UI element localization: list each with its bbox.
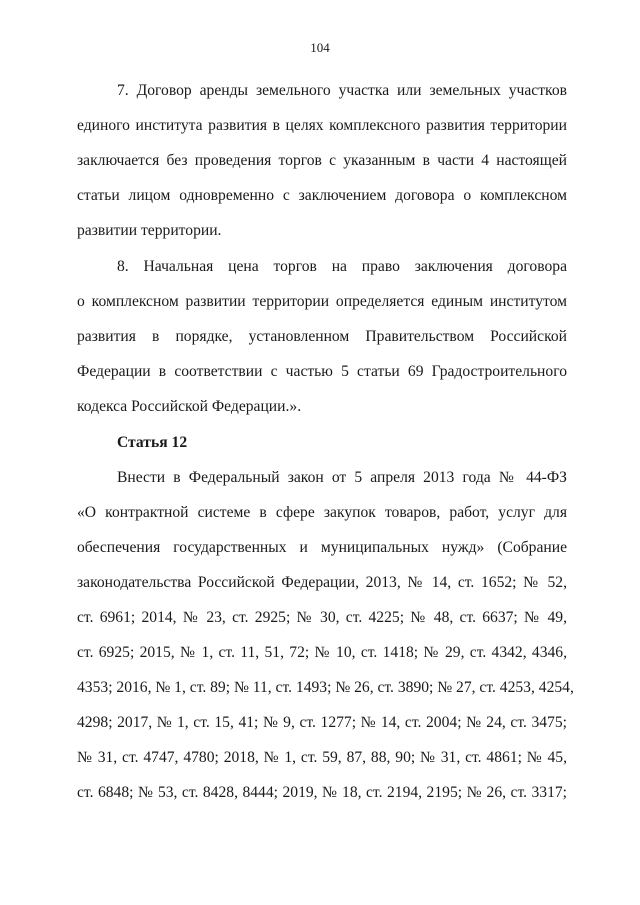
article-line-10: ст. 6848; № 53, ст. 8428, 8444; 2019, № 18, ст. 2194, 2195; № 26, ст. 3317; [77,784,567,801]
article-line-9: № 31, ст. 4747, 4780; 2018, № 1, ст. 59, 87, 88, 90; № 31, ст. 4861; № 45, [77,749,567,766]
article-line-5: ст. 6961; 2014, № 23, ст. 2925; № 30, ст. 4225; № 48, ст. 6637; № 49, [77,609,567,626]
para8-line-2: о комплексном развитии территории определяется единым институтом [77,293,567,310]
article-line-4: законодательства Российской Федерации, 2013, № 14, ст. 1652; № 52, [77,574,567,591]
para7-line-4: статьи лицом одновременно с заключением договора о комплексном [77,187,567,204]
article-line-3: обеспечения государственных и муниципальных нужд» (Собрание [77,539,567,556]
para7-line-1: 7. Договор аренды земельного участка или земельных участков [117,82,567,99]
article-line-6: ст. 6925; 2015, № 1, ст. 11, 51, 72; № 10, ст. 1418; № 29, ст. 4342, 4346, [77,644,567,661]
para8-line-5: кодекса Российской Федерации.». [77,398,302,415]
para7-line-5: развитии территории. [77,222,222,239]
article-line-1: Внести в Федеральный закон от 5 апреля 2013 года № 44-ФЗ [117,469,567,486]
article-line-8: 4298; 2017, № 1, ст. 15, 41; № 9, ст. 1277; № 14, ст. 2004; № 24, ст. 3475; [77,714,567,731]
article-line-7: 4353; 2016, № 1, ст. 89; № 11, ст. 1493; № 26, ст. 3890; № 27, ст. 4253, 4254, [77,679,574,696]
article-line-2: «О контрактной системе в сфере закупок товаров, работ, услуг для [77,504,567,521]
para7-line-2: единого института развития в целях комплексного развития территории [77,117,567,134]
page-number: 104 [310,40,330,55]
para8-line-3: развития в порядке, установленном Правительством Российской [77,328,567,345]
para8-line-4: Федерации в соответствии с частью 5 статьи 69 Градостроительного [77,363,567,380]
para7-line-3: заключается без проведения торгов с указанным в части 4 настоящей [77,152,567,169]
para8-line-1: 8. Начальная цена торгов на право заключения договора [117,258,567,275]
article-heading: Статья 12 [117,434,188,451]
